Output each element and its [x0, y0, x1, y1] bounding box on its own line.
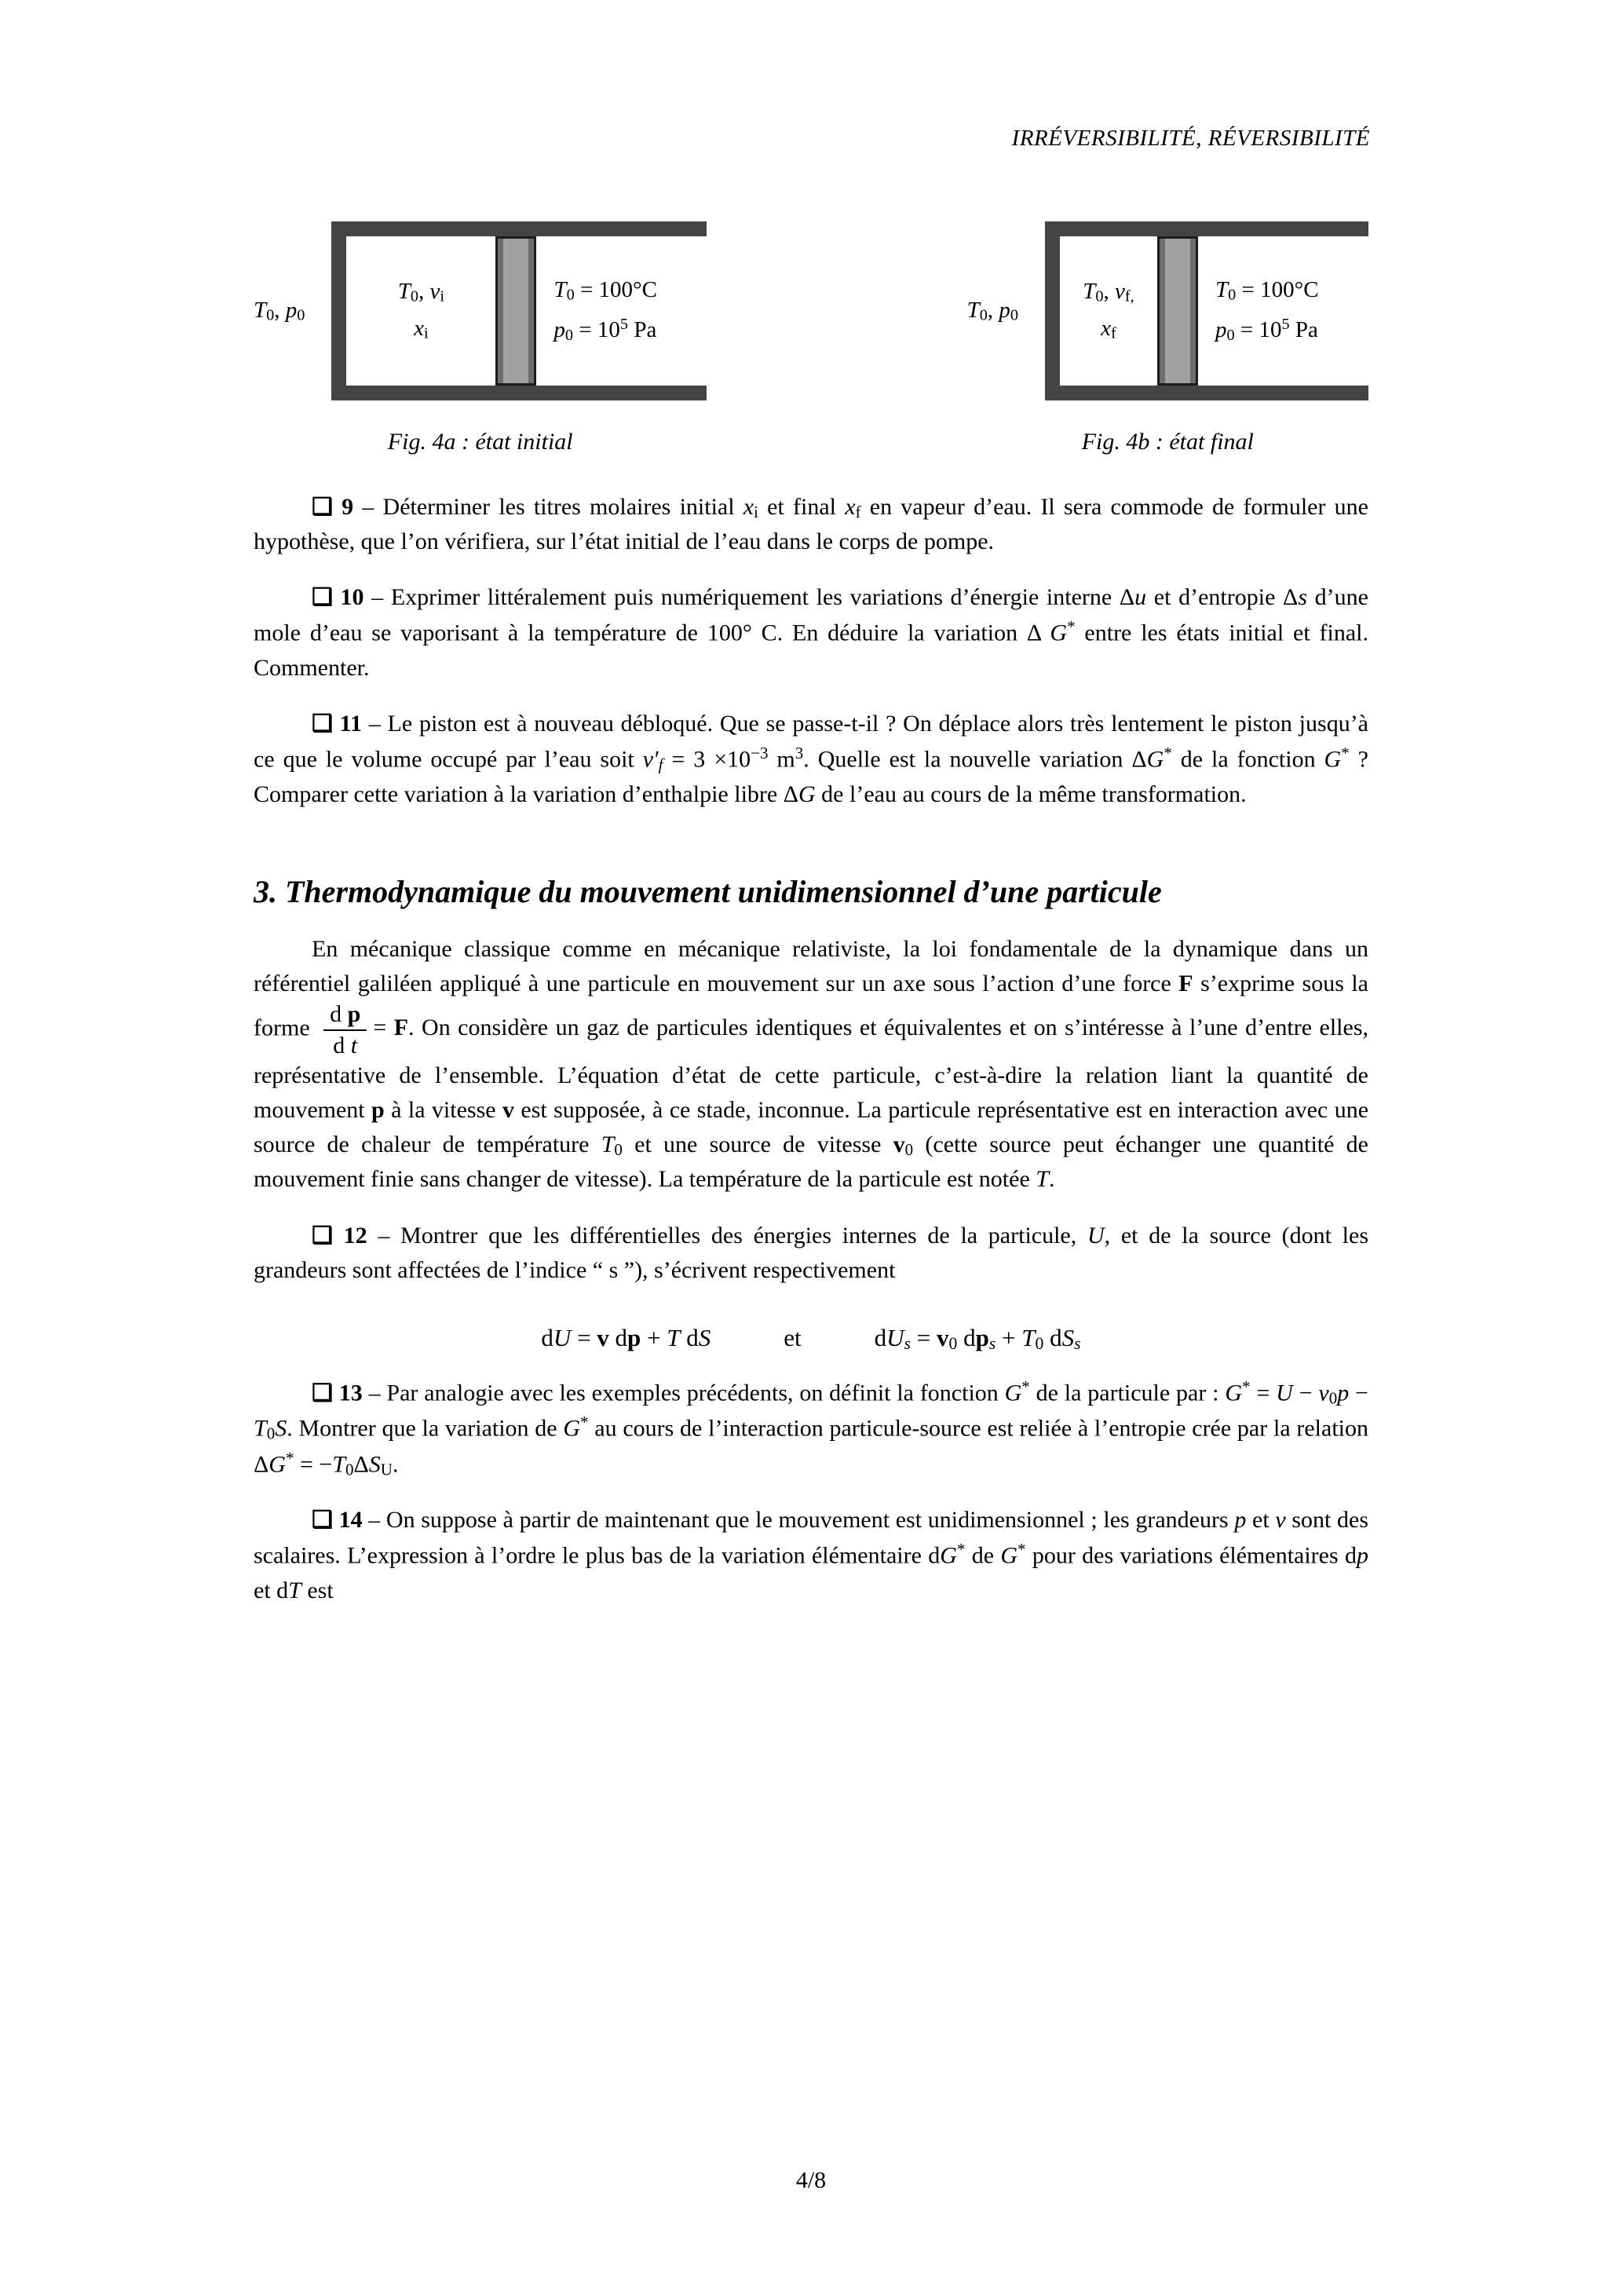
conditions-4b-line2: $p0 = 10^5$ Pa — [1215, 315, 1318, 344]
question-9: ❑ 9 – Déterminer les titres molaires initial xi et final xf en vapeur d’eau. Il sera commode de formuler une hypothèse, que l’on vérifiera, sur l’état initial de l’eau dans le corps de pompe. — [254, 494, 1368, 555]
conditions-4a-line1: T0 = 100°C — [553, 277, 657, 304]
page-number: 4/8 — [795, 2167, 827, 2193]
chamber-4b-line2: xf — [1101, 316, 1116, 342]
figure-4b-caption: Fig. 4b : état final — [1081, 429, 1254, 455]
figure-4a — [254, 221, 707, 455]
figure-4a-outside-label: T0, p0 — [254, 297, 305, 324]
cylinder-4b — [1045, 221, 1368, 400]
conditions-4a-line2: $p0 = 10^5$ Pa — [553, 315, 657, 344]
chamber-4a-line1: T0, vi — [397, 279, 445, 305]
figure-4b-outside-label: T0, p0 — [966, 297, 1018, 324]
cylinder-4a — [331, 221, 707, 400]
question-11: ❑ 11 – Le piston est à nouveau débloqué. Que se passe-t-il ? On déplace alors très lentement le piston jusqu’à ce que le volume occupé par l’eau soit $v'f = 3 \times 10^{-3}$ $m^3$. Quelle est la nouvelle variation ΔG* de la fonction G* ? Comparer cette variation à la variation d’enthalpie libre ΔG de l’eau au cours de la même transformation. — [254, 710, 1368, 807]
piston-4a — [495, 236, 536, 386]
running-head: IRRÉVERSIBILITÉ, RÉVERSIBILITÉ — [1011, 126, 1370, 151]
right-zone-4b — [1198, 236, 1368, 386]
figure-4b — [967, 221, 1368, 455]
differential-equation: dU = v dp + T dS et dUs = v0 dps + T0 dSs — [541, 1323, 1081, 1353]
fraction-dp-dt — [323, 1001, 367, 1058]
question-12: ❑ 12 – Montrer que les différentielles des énergies internes de la particule, U, et de la source (dont les grandeurs sont affectées de l’indice “ s ”), s’écrivent respectivement — [254, 1222, 1368, 1283]
fraction-numerator: d p — [323, 1001, 367, 1031]
section-3-heading: 3. Thermodynamique du mouvement unidimensionnel d’une particule — [254, 873, 1162, 909]
figure-4a-body — [254, 221, 707, 400]
figures-row — [254, 221, 1368, 455]
right-zone-4a — [536, 236, 707, 386]
intro-text-a: En mécanique classique comme en mécanique relativiste, la loi fondamentale de la dynamique dans un référentiel galiléen appliqué à une particule en mouvement sur un axe sous l’action d’une force F s’exprime sous la forme — [254, 935, 1368, 1041]
question-10: ❑ 10 – Exprimer littéralement puis numériquement les variations d’énergie interne Δu et d’entropie Δs d’une mole d’eau se vaporisant à la température de 100° C. En déduire la variation Δ G* entre les états initial et final. Commenter. — [254, 584, 1368, 681]
chamber-4a-line2: xi — [414, 316, 429, 342]
chamber-4b — [1060, 236, 1157, 386]
chamber-4a — [346, 236, 495, 386]
chamber-4b-line1: T0, vf, — [1083, 279, 1134, 305]
intro-text-b: = F. On considère un gaz de particules identiques et équivalentes et on s’intéresse à l’une d’entre elles, représentative de l’ensemble. L’équation d’état de cette particule, c’est-à-dire la relation liant la quantité de mouvement p à la vitesse v est supposée, à ce stade, inconnue. La particule représentative est en interaction avec une source de chaleur de température T0 et une source de vitesse v0 (cette source peut échanger une quantité de mouvement finie sans changer de vitesse). La température de la particule est notée T. — [254, 1015, 1369, 1193]
conditions-4b-line1: T0 = 100°C — [1215, 277, 1319, 304]
question-14: ❑ 14 – On suppose à partir de maintenant que le mouvement est unidimensionnel ; les grandeurs p et v sont des scalaires. L’expression à l’ordre le plus bas de la variation élémentaire dG* de G* pour des variations élémentaires dp et dT est — [254, 1507, 1369, 1604]
figure-4b-body — [967, 221, 1368, 400]
piston-4b — [1157, 236, 1198, 386]
fraction-denominator: d t — [333, 1032, 358, 1058]
section-3-intro — [254, 932, 1368, 1197]
question-13: ❑ 13 – Par analogie avec les exemples précédents, on définit la fonction G* de la particule par : G* = U − v0p − T0S. Montrer que la variation de G* au cours de l’interaction particule-source est reliée à l’entropie crée par la relation ΔG* = −T0ΔSU. — [254, 1377, 1368, 1479]
page-content — [254, 0, 1368, 1608]
figure-4a-caption: Fig. 4a : état initial — [387, 429, 573, 455]
